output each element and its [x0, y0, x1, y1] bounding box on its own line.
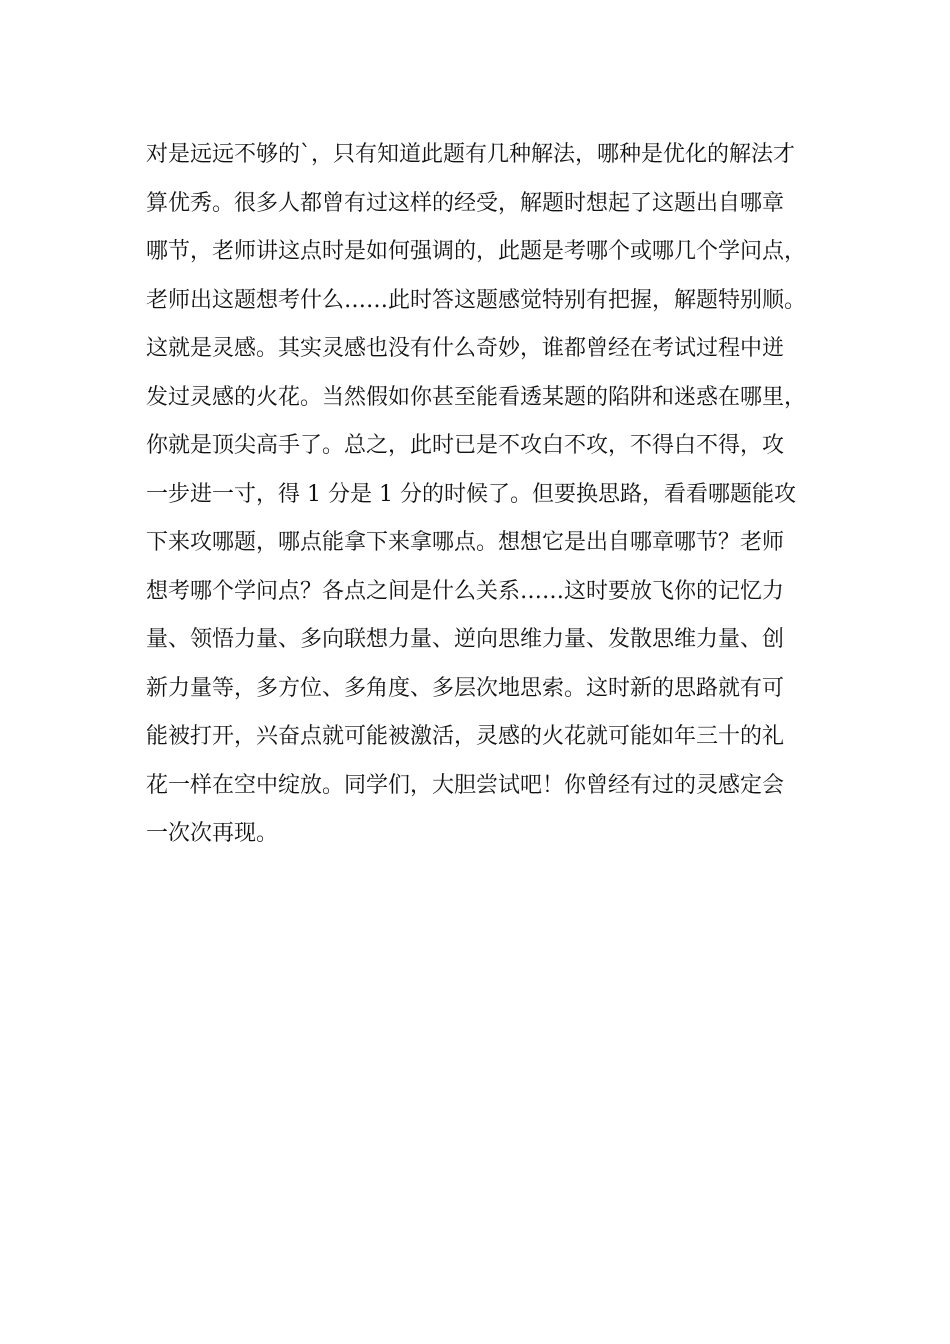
text-line: 这就是灵感。其实灵感也没有什么奇妙，谁都曾经在考试过程中迸: [146, 336, 785, 361]
text-line: 一次次再现。: [146, 821, 279, 846]
text-line: 下来攻哪题，哪点能拿下来拿哪点。想想它是出自哪章哪节？老师: [146, 530, 785, 555]
text-line: 新力量等，多方位、多角度、多层次地思索。这时新的思路就有可: [146, 675, 785, 701]
body-paragraph: [146, 131, 826, 859]
text-line: 你就是顶尖高手了。总之，此时已是不攻白不攻，不得白不得，攻: [146, 433, 785, 458]
text-line: 能被打开，兴奋点就可能被激活，灵感的火花就可能如年三十的礼: [146, 724, 785, 749]
text-line: 想考哪个学问点？各点之间是什么关系……这时要放飞你的记忆力: [146, 578, 785, 604]
text-line: 哪节，老师讲这点时是如何强调的，此题是考哪个或哪几个学问点，: [146, 239, 807, 264]
text-line: 量、领悟力量、多向联想力量、逆向思维力量、发散思维力量、创: [146, 627, 785, 652]
text-line: 对是远远不够的`，只有知道此题有几种解法，哪种是优化的解法才: [146, 142, 796, 167]
text-line: 发过灵感的火花。当然假如你甚至能看透某题的陷阱和迷惑在哪里，: [146, 384, 807, 410]
text-line: 一步进一寸，得 1 分是 1 分的时候了。但要换思路，看看哪题能攻: [146, 481, 796, 507]
text-line: 算优秀。很多人都曾有过这样的经受，解题时想起了这题出自哪章: [146, 190, 785, 216]
text-line: 花一样在空中绽放。同学们，大胆尝试吧！你曾经有过的灵感定会: [146, 772, 785, 798]
text-line: 老师出这题想考什么……此时答这题感觉特别有把握，解题特别顺。: [146, 287, 807, 313]
